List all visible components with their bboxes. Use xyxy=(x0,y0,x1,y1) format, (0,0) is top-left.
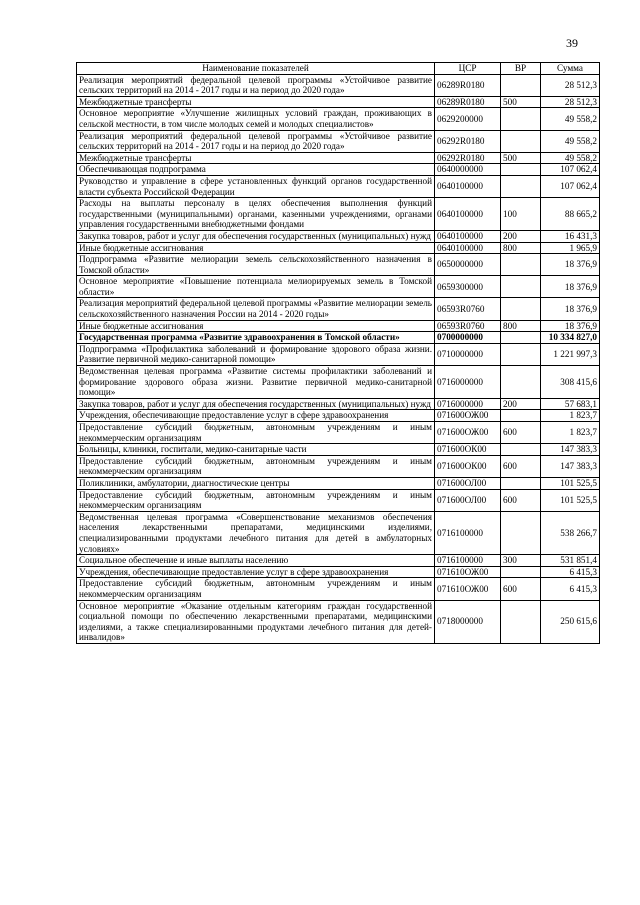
row-vr-cell xyxy=(501,566,541,578)
table-row xyxy=(77,455,600,477)
row-name-cell: Расходы на выплаты персоналу в целях обеспечения выполнения функций государственными (муниципальными) органами, казенными учреждениями, органами управления государственными внебюджетными фондами xyxy=(77,198,435,231)
row-csr-cell: 071600ОЛ00 xyxy=(435,477,501,489)
row-name-cell: Подпрограмма «Развитие мелиорации земель сельскохозяйственного назначения в Томской области» xyxy=(77,254,435,276)
table-row xyxy=(77,130,600,152)
row-name-cell: Больницы, клиники, госпитали, медико-санитарные части xyxy=(77,444,435,456)
table-row xyxy=(77,96,600,108)
row-name-cell: Иные бюджетные ассигнования xyxy=(77,320,435,332)
table-row xyxy=(77,230,600,242)
row-name-cell: Основное мероприятие «Оказание отдельным категориям граждан государственной социальной помощи по обеспечению лекарственными препаратами, медицинскими изделиями, а также специализированными продуктами лечебного питания для детей-инвалидов» xyxy=(77,600,435,643)
row-name-cell: Основное мероприятие «Улучшение жилищных условий граждан, проживающих в сельской местности, в том числе молодых семей и молодых специалистов» xyxy=(77,108,435,130)
row-csr-cell: 0640100000 xyxy=(435,198,501,231)
table-row xyxy=(77,74,600,96)
table-row xyxy=(77,489,600,511)
row-vr-cell: 600 xyxy=(501,489,541,511)
row-sum-cell: 1 965,9 xyxy=(541,242,600,254)
row-sum-cell: 49 558,2 xyxy=(541,108,600,130)
row-vr-cell: 600 xyxy=(501,578,541,600)
row-name-cell: Реализация мероприятий федеральной целевой программы «Устойчивое развитие сельских территорий на 2014 - 2017 годы и на период до 2020 года» xyxy=(77,74,435,96)
row-csr-cell: 06593R0760 xyxy=(435,320,501,332)
row-name-cell: Предоставление субсидий бюджетным, автономным учреждениям и иным некоммерческим организациям xyxy=(77,489,435,511)
row-csr-cell: 06593R0760 xyxy=(435,298,501,320)
row-sum-cell: 28 512,3 xyxy=(541,96,600,108)
row-vr-cell xyxy=(501,332,541,344)
row-vr-cell xyxy=(501,444,541,456)
table-row xyxy=(77,242,600,254)
table-row xyxy=(77,164,600,176)
row-sum-cell: 1 221 997,3 xyxy=(541,343,600,365)
row-sum-cell: 250 615,6 xyxy=(541,600,600,643)
row-name-cell: Основное мероприятие «Повышение потенциала мелиорируемых земель в Томской области» xyxy=(77,276,435,298)
row-csr-cell: 06292R0180 xyxy=(435,152,501,164)
row-vr-cell xyxy=(501,343,541,365)
row-name-cell: Государственная программа «Развитие здравоохранения в Томской области» xyxy=(77,332,435,344)
table-row xyxy=(77,175,600,197)
row-csr-cell: 0640100000 xyxy=(435,230,501,242)
row-vr-cell xyxy=(501,175,541,197)
row-csr-cell: 0716000000 xyxy=(435,398,501,410)
row-vr-cell xyxy=(501,276,541,298)
row-name-cell: Ведомственная целевая программа «Совершенствование механизмов обеспечения населения лекарственными препаратами, медицинскими изделиями, специализированными продуктами лечебного питания для детей в амбулаторных условиях» xyxy=(77,511,435,554)
row-sum-cell: 6 415,3 xyxy=(541,578,600,600)
table-header-row xyxy=(77,63,600,75)
row-sum-cell: 308 415,6 xyxy=(541,366,600,399)
row-vr-cell: 600 xyxy=(501,422,541,444)
row-csr-cell: 071610ОЖ00 xyxy=(435,566,501,578)
row-name-cell: Закупка товаров, работ и услуг для обеспечения государственных (муниципальных) нужд xyxy=(77,398,435,410)
header-sum: Сумма xyxy=(541,63,600,75)
budget-table xyxy=(76,62,600,644)
row-vr-cell: 600 xyxy=(501,455,541,477)
row-csr-cell: 0629200000 xyxy=(435,108,501,130)
row-csr-cell: 0716100000 xyxy=(435,555,501,567)
row-name-cell: Предоставление субсидий бюджетным, автономным учреждениям и иным некоммерческим организациям xyxy=(77,578,435,600)
table-row xyxy=(77,578,600,600)
row-sum-cell: 107 062,4 xyxy=(541,175,600,197)
row-csr-cell: 0659300000 xyxy=(435,276,501,298)
row-csr-cell: 0700000000 xyxy=(435,332,501,344)
row-name-cell: Учреждения, обеспечивающие предоставление услуг в сфере здравоохранения xyxy=(77,410,435,422)
row-csr-cell: 071600ОК00 xyxy=(435,455,501,477)
page-number: 39 xyxy=(566,36,578,50)
row-vr-cell: 800 xyxy=(501,320,541,332)
row-csr-cell: 0640000000 xyxy=(435,164,501,176)
row-sum-cell: 101 525,5 xyxy=(541,477,600,489)
row-csr-cell: 0640100000 xyxy=(435,175,501,197)
row-vr-cell: 200 xyxy=(501,398,541,410)
row-sum-cell: 16 431,3 xyxy=(541,230,600,242)
row-name-cell: Руководство и управление в сфере установленных функций органов государственной власти субъекта Российской Федерации xyxy=(77,175,435,197)
row-csr-cell: 0710000000 xyxy=(435,343,501,365)
table-row xyxy=(77,511,600,554)
row-name-cell: Предоставление субсидий бюджетным, автономным учреждениям и иным некоммерческим организациям xyxy=(77,422,435,444)
table-row xyxy=(77,343,600,365)
row-sum-cell: 18 376,9 xyxy=(541,298,600,320)
row-name-cell: Предоставление субсидий бюджетным, автономным учреждениям и иным некоммерческим организациям xyxy=(77,455,435,477)
row-sum-cell: 88 665,2 xyxy=(541,198,600,231)
row-sum-cell: 538 266,7 xyxy=(541,511,600,554)
row-csr-cell: 0716000000 xyxy=(435,366,501,399)
row-csr-cell: 071600ОК00 xyxy=(435,444,501,456)
table-row xyxy=(77,152,600,164)
row-csr-cell: 0650000000 xyxy=(435,254,501,276)
row-name-cell: Поликлиники, амбулатории, диагностические центры xyxy=(77,477,435,489)
row-name-cell: Обеспечивающая подпрограмма xyxy=(77,164,435,176)
table-row xyxy=(77,332,600,344)
row-csr-cell: 071600ОЖ00 xyxy=(435,422,501,444)
table-row xyxy=(77,298,600,320)
row-name-cell: Учреждения, обеспечивающие предоставление услуг в сфере здравоохранения xyxy=(77,566,435,578)
row-name-cell: Закупка товаров, работ и услуг для обеспечения государственных (муниципальных) нужд xyxy=(77,230,435,242)
table-row xyxy=(77,254,600,276)
row-vr-cell xyxy=(501,254,541,276)
row-sum-cell: 1 823,7 xyxy=(541,422,600,444)
row-vr-cell: 300 xyxy=(501,555,541,567)
row-sum-cell: 49 558,2 xyxy=(541,152,600,164)
row-sum-cell: 18 376,9 xyxy=(541,254,600,276)
row-name-cell: Подпрограмма «Профилактика заболеваний и формирование здорового образа жизни. Развитие первичной медико-санитарной помощи» xyxy=(77,343,435,365)
row-vr-cell xyxy=(501,511,541,554)
table-row xyxy=(77,320,600,332)
row-name-cell: Реализация мероприятий федеральной целевой программы «Устойчивое развитие сельских территорий на 2014 - 2017 годы и на период до 2020 года» xyxy=(77,130,435,152)
row-vr-cell xyxy=(501,298,541,320)
row-vr-cell xyxy=(501,108,541,130)
row-csr-cell: 071600ОЛ00 xyxy=(435,489,501,511)
row-name-cell: Реализация мероприятий федеральной целевой программы «Развитие мелиорации земель сельскохозяйственного назначения России на 2014 - 2020 годы» xyxy=(77,298,435,320)
row-name-cell: Межбюджетные трансферты xyxy=(77,152,435,164)
table-row xyxy=(77,198,600,231)
row-sum-cell: 531 851,4 xyxy=(541,555,600,567)
row-name-cell: Ведомственная целевая программа «Развитие системы профилактики заболеваний и формирование здорового образа жизни. Развитие первичной медико-санитарной помощи» xyxy=(77,366,435,399)
row-vr-cell xyxy=(501,74,541,96)
row-sum-cell: 6 415,3 xyxy=(541,566,600,578)
row-csr-cell: 06289R0180 xyxy=(435,74,501,96)
row-name-cell: Межбюджетные трансферты xyxy=(77,96,435,108)
row-sum-cell: 101 525,5 xyxy=(541,489,600,511)
table-row xyxy=(77,477,600,489)
row-vr-cell xyxy=(501,600,541,643)
row-sum-cell: 147 383,3 xyxy=(541,455,600,477)
header-csr: ЦСР xyxy=(435,63,501,75)
table-row xyxy=(77,600,600,643)
row-sum-cell: 57 683,1 xyxy=(541,398,600,410)
row-vr-cell xyxy=(501,410,541,422)
row-sum-cell: 49 558,2 xyxy=(541,130,600,152)
row-sum-cell: 18 376,9 xyxy=(541,276,600,298)
row-vr-cell xyxy=(501,130,541,152)
table-row xyxy=(77,444,600,456)
row-csr-cell: 0718000000 xyxy=(435,600,501,643)
row-sum-cell: 107 062,4 xyxy=(541,164,600,176)
table-row xyxy=(77,366,600,399)
row-vr-cell: 100 xyxy=(501,198,541,231)
row-sum-cell: 28 512,3 xyxy=(541,74,600,96)
row-sum-cell: 1 823,7 xyxy=(541,410,600,422)
row-csr-cell: 0640100000 xyxy=(435,242,501,254)
row-name-cell: Иные бюджетные ассигнования xyxy=(77,242,435,254)
row-csr-cell: 06292R0180 xyxy=(435,130,501,152)
header-vr: ВР xyxy=(501,63,541,75)
row-vr-cell xyxy=(501,366,541,399)
table-row xyxy=(77,410,600,422)
header-name: Наименование показателей xyxy=(77,63,435,75)
row-vr-cell: 500 xyxy=(501,96,541,108)
row-vr-cell: 500 xyxy=(501,152,541,164)
row-sum-cell: 10 334 827,0 xyxy=(541,332,600,344)
row-csr-cell: 06289R0180 xyxy=(435,96,501,108)
row-csr-cell: 071610ОЖ00 xyxy=(435,578,501,600)
table-row xyxy=(77,555,600,567)
row-csr-cell: 0716100000 xyxy=(435,511,501,554)
table-row xyxy=(77,422,600,444)
table-row xyxy=(77,276,600,298)
table-row xyxy=(77,566,600,578)
row-sum-cell: 18 376,9 xyxy=(541,320,600,332)
row-vr-cell xyxy=(501,164,541,176)
row-vr-cell: 200 xyxy=(501,230,541,242)
row-vr-cell xyxy=(501,477,541,489)
table-row xyxy=(77,398,600,410)
row-sum-cell: 147 383,3 xyxy=(541,444,600,456)
table-row xyxy=(77,108,600,130)
row-name-cell: Социальное обеспечение и иные выплаты населению xyxy=(77,555,435,567)
row-vr-cell: 800 xyxy=(501,242,541,254)
row-csr-cell: 071600ОЖ00 xyxy=(435,410,501,422)
